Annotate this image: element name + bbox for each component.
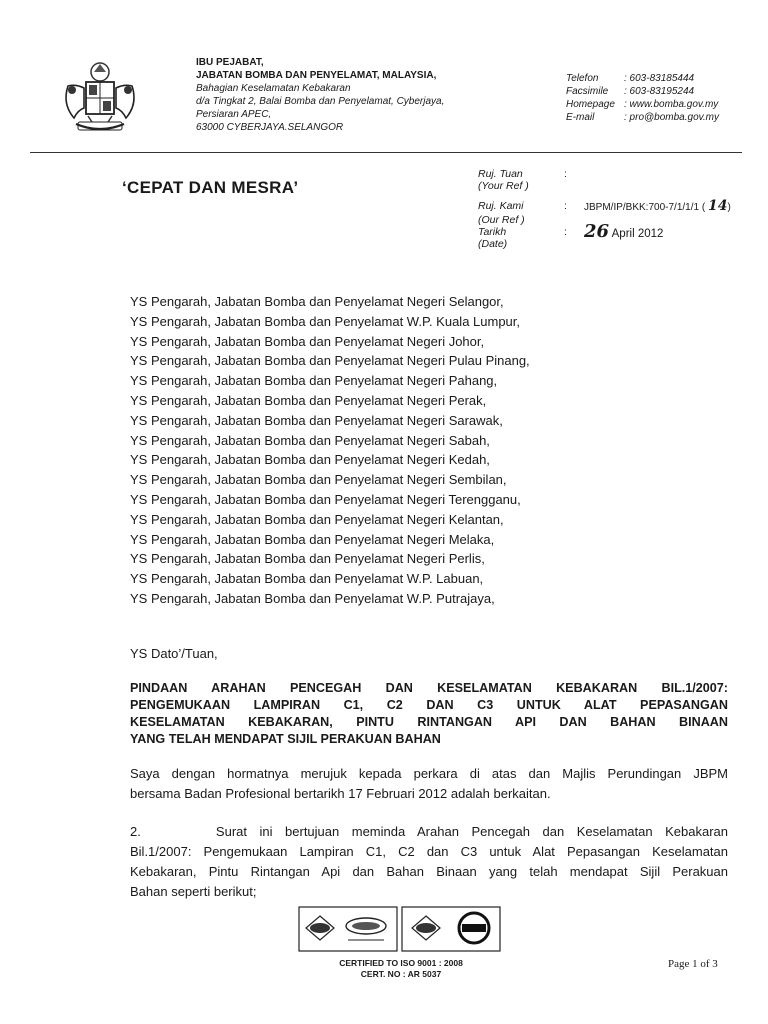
our-ref-label-en: (Our Ref ) [478,214,525,226]
subject-line: PINDAAN ARAHAN PENCEGAH DAN KESELAMATAN KEBAKARAN BIL.1/2007: [130,681,728,695]
recipient-line: YS Pengarah, Jabatan Bomba dan Penyelamat Negeri Sarawak, [130,412,503,428]
date-colon: : [564,226,567,238]
address-line: d/a Tingkat 2, Balai Bomba dan Penyelamat, Cyberjaya, [196,96,445,107]
recipient-line: YS Pengarah, Jabatan Bomba dan Penyelamat Negeri Kelantan, [130,511,504,527]
address-line: JABATAN BOMBA DAN PENYELAMAT, MALAYSIA, [196,70,437,81]
paragraph-line: 2. Surat ini bertujuan meminda Arahan Pencegah dan Keselamatan Kebakaran [130,824,728,839]
paragraph-line: Bahan seperti berikut; [130,884,257,899]
recipient-line: YS Pengarah, Jabatan Bomba dan Penyelamat W.P. Labuan, [130,571,484,587]
subject-line: KESELAMATAN KEBAKARAN, PINTU RINTANGAN API DAN BAHAN BINAAN [130,715,728,729]
our-ref-value: JBPM/IP/BKK:700-7/1/1/1 ( [584,202,706,213]
our-ref-colon: : [564,200,567,212]
cert-line: CERTIFIED TO ISO 9001 : 2008 [339,958,463,968]
recipient-line: YS Pengarah, Jabatan Bomba dan Penyelamat Negeri Perak, [130,392,487,408]
your-ref-label: Ruj. Tuan [478,168,523,180]
your-ref-label-en: (Your Ref ) [478,180,529,192]
recipient-line: YS Pengarah, Jabatan Bomba dan Penyelamat Negeri Pulau Pinang, [130,353,530,369]
our-ref-handwritten: 14 [707,198,728,214]
contact-label: Telefon [566,73,599,84]
recipient-line: YS Pengarah, Jabatan Bomba dan Penyelamat Negeri Perlis, [130,551,485,567]
contact-value: : 603-83195244 [624,86,695,97]
address-line: IBU PEJABAT, [196,57,264,68]
contact-value: : www.bomba.gov.my [624,99,719,110]
date-month-year: April 2012 [611,228,664,240]
date-label-en: (Date) [478,238,508,250]
contact-value: : 603-83185444 [624,73,695,84]
our-ref-close: ) [727,202,731,213]
recipient-line: YS Pengarah, Jabatan Bomba dan Penyelamat Negeri Terengganu, [130,491,521,507]
paragraph-1 [130,764,728,804]
contact-info [566,72,719,124]
recipient-line: YS Pengarah, Jabatan Bomba dan Penyelamat Negeri Johor, [130,333,485,349]
recipient-line: YS Pengarah, Jabatan Bomba dan Penyelamat Negeri Kedah, [130,452,490,468]
certification-logos-icon [298,906,502,954]
address-line: 63000 CYBERJAYA.SELANGOR [196,122,344,133]
subject-line: PENGEMUKAAN LAMPIRAN C1, C2 DAN C3 UNTUK ALAT PEPASANGAN [130,698,728,712]
malaysia-coat-of-arms-icon [58,58,142,144]
recipient-line: YS Pengarah, Jabatan Bomba dan Penyelamat W.P. Putrajaya, [130,590,495,606]
our-ref-label: Ruj. Kami [478,200,524,212]
subject-line: YANG TELAH MENDAPAT SIJIL PERAKUAN BAHAN [130,732,441,746]
recipient-list [130,292,530,609]
reference-block [478,168,731,250]
paragraph-2 [130,822,728,902]
date-label: Tarikh [478,226,507,238]
contact-label: E-mail [566,112,595,123]
motto: ‘CEPAT DAN MESRA’ [122,178,299,197]
paragraph-line: Bil.1/2007: Pengemukaan Lampiran C1, C2 dan C3 untuk Alat Pepasangan Keselamatan [130,844,728,859]
address-line: Bahagian Keselamatan Kebakaran [196,83,351,94]
cert-line: CERT. NO : AR 5037 [360,969,442,979]
date-day-handwritten: 26 [584,221,610,242]
recipient-line: YS Pengarah, Jabatan Bomba dan Penyelamat Negeri Sembilan, [130,472,507,488]
recipient-line: YS Pengarah, Jabatan Bomba dan Penyelamat W.P. Kuala Lumpur, [130,313,521,329]
your-ref-colon: : [564,168,567,180]
iso-certification [296,958,506,980]
contact-label: Homepage [566,99,615,110]
salutation: YS Dato’/Tuan, [130,646,218,661]
organization-address [196,56,444,134]
page-number: Page 1 of 3 [668,958,718,970]
header-divider [30,152,742,153]
paragraph-line: Kebakaran, Pintu Rintangan Api dan Bahan Binaan yang telah mendapat Sijil Perakuan [130,864,728,879]
recipient-line: YS Pengarah, Jabatan Bomba dan Penyelamat Negeri Sabah, [130,432,490,448]
recipient-line: YS Pengarah, Jabatan Bomba dan Penyelamat Negeri Melaka, [130,531,495,547]
contact-value: : pro@bomba.gov.my [624,112,720,123]
paragraph-line: bersama Badan Profesional bertarikh 17 Februari 2012 adalah berkaitan. [130,786,551,801]
paragraph-line: Saya dengan hormatnya merujuk kepada perkara di atas dan Majlis Perundingan JBPM [130,766,728,781]
recipient-line: YS Pengarah, Jabatan Bomba dan Penyelamat Negeri Pahang, [130,373,498,389]
contact-label: Facsimile [566,86,609,97]
subject-heading [130,680,728,748]
address-line: Persiaran APEC, [196,109,272,120]
recipient-line: YS Pengarah, Jabatan Bomba dan Penyelamat Negeri Selangor, [130,294,504,309]
